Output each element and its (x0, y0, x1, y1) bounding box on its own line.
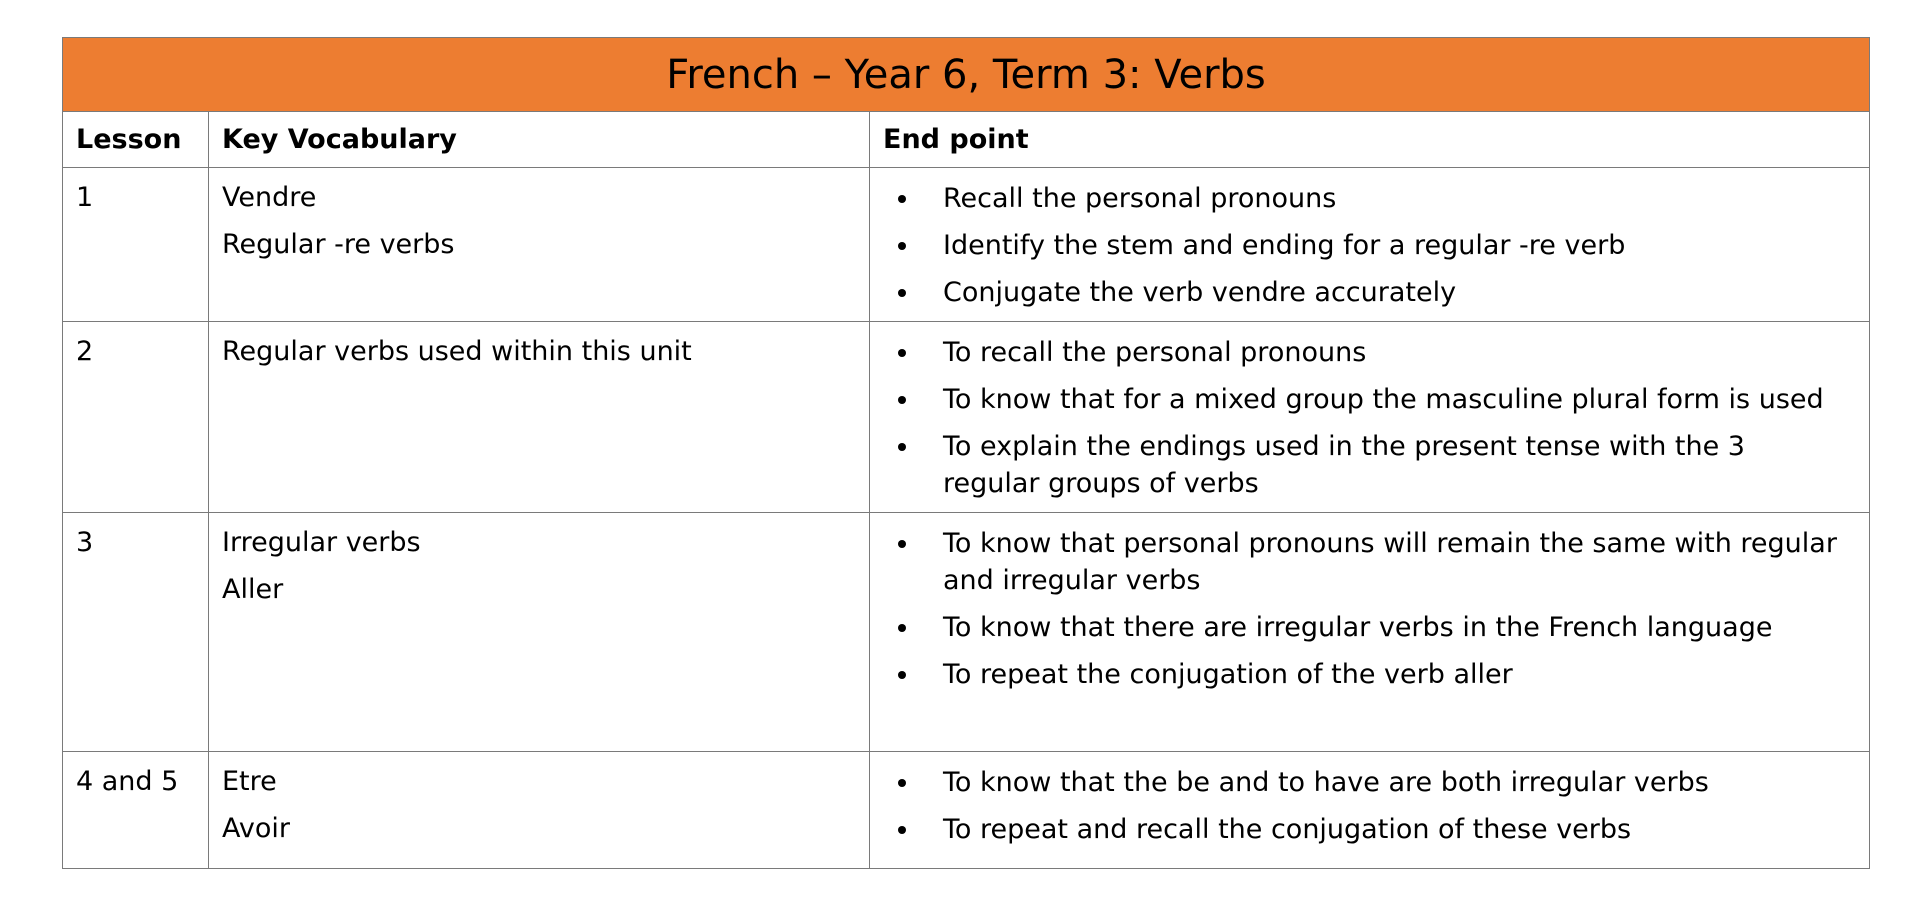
end-point-text: To know that there are irregular verbs in the French language (943, 612, 1773, 643)
vocabulary-item: Vendre (222, 182, 317, 213)
end-point-list (870, 322, 1869, 512)
table-row (63, 322, 1870, 513)
end-point-list (870, 168, 1869, 321)
bullet-icon (898, 540, 906, 548)
table-row (63, 168, 1870, 322)
lesson-cell (63, 752, 209, 869)
lesson-number: 4 and 5 (76, 766, 179, 797)
end-point-text: To repeat the conjugation of the verb aller (943, 659, 1513, 690)
end-point-text: To know that the be and to have are both irregular verbs (943, 767, 1709, 798)
end-point-text: Conjugate the verb vendre accurately (943, 277, 1457, 308)
end-point-item (884, 764, 1849, 801)
header-row (63, 112, 1870, 168)
bullet-icon (898, 242, 906, 250)
end-point-item (884, 227, 1849, 264)
vocabulary-item: Irregular verbs (222, 527, 421, 558)
end-point-cell (870, 322, 1870, 513)
vocabulary-cell (209, 168, 870, 322)
vocabulary-cell (209, 752, 870, 869)
bullet-icon (898, 624, 906, 632)
end-point-item (884, 428, 1849, 502)
end-point-item (884, 274, 1849, 311)
bullet-icon (898, 779, 906, 787)
lesson-number: 2 (76, 336, 94, 367)
lesson-cell (63, 322, 209, 513)
lesson-cell (63, 513, 209, 752)
vocabulary-item: Avoir (222, 813, 290, 844)
end-point-text: To know that personal pronouns will remain the same with regular and irregular verbs (943, 528, 1837, 596)
vocabulary-item: Regular -re verbs (222, 229, 455, 260)
table-row (63, 752, 1870, 869)
end-point-text: Identify the stem and ending for a regular -re verb (943, 230, 1626, 261)
end-point-text: To recall the personal pronouns (943, 337, 1367, 368)
lesson-number: 3 (76, 527, 94, 558)
end-point-list (870, 513, 1869, 703)
vocabulary-cell (209, 513, 870, 752)
bullet-icon (898, 826, 906, 834)
vocabulary-item: Aller (222, 574, 284, 605)
vocabulary-cell (209, 322, 870, 513)
end-point-item (884, 334, 1849, 371)
end-point-item (884, 656, 1849, 693)
column-header-lesson: Lesson (63, 112, 209, 168)
end-point-cell (870, 513, 1870, 752)
table-row (63, 513, 1870, 752)
end-point-cell (870, 752, 1870, 869)
bullet-icon (898, 396, 906, 404)
column-header-end-point: End point (870, 112, 1870, 168)
end-point-item (884, 525, 1849, 599)
end-point-item (884, 381, 1849, 418)
lesson-plan-table (62, 37, 1870, 869)
end-point-text: To explain the endings used in the present tense with the 3 regular groups of verbs (943, 431, 1745, 499)
lesson-cell (63, 168, 209, 322)
vocabulary-item: Regular verbs used within this unit (222, 336, 692, 367)
end-point-text: To repeat and recall the conjugation of these verbs (943, 814, 1632, 845)
end-point-text: Recall the personal pronouns (943, 183, 1337, 214)
end-point-item (884, 609, 1849, 646)
bullet-icon (898, 195, 906, 203)
end-point-item (884, 811, 1849, 848)
bullet-icon (898, 443, 906, 451)
column-header-vocabulary: Key Vocabulary (209, 112, 870, 168)
vocabulary-item: Etre (222, 766, 277, 797)
page-title: French – Year 6, Term 3: Verbs (63, 38, 1870, 112)
end-point-cell (870, 168, 1870, 322)
end-point-item (884, 180, 1849, 217)
end-point-list (870, 752, 1869, 858)
lesson-plan-sheet (62, 37, 1869, 869)
bullet-icon (898, 671, 906, 679)
bullet-icon (898, 349, 906, 357)
lesson-number: 1 (76, 182, 94, 213)
bullet-icon (898, 289, 906, 297)
title-row (63, 38, 1870, 112)
end-point-text: To know that for a mixed group the masculine plural form is used (943, 384, 1824, 415)
